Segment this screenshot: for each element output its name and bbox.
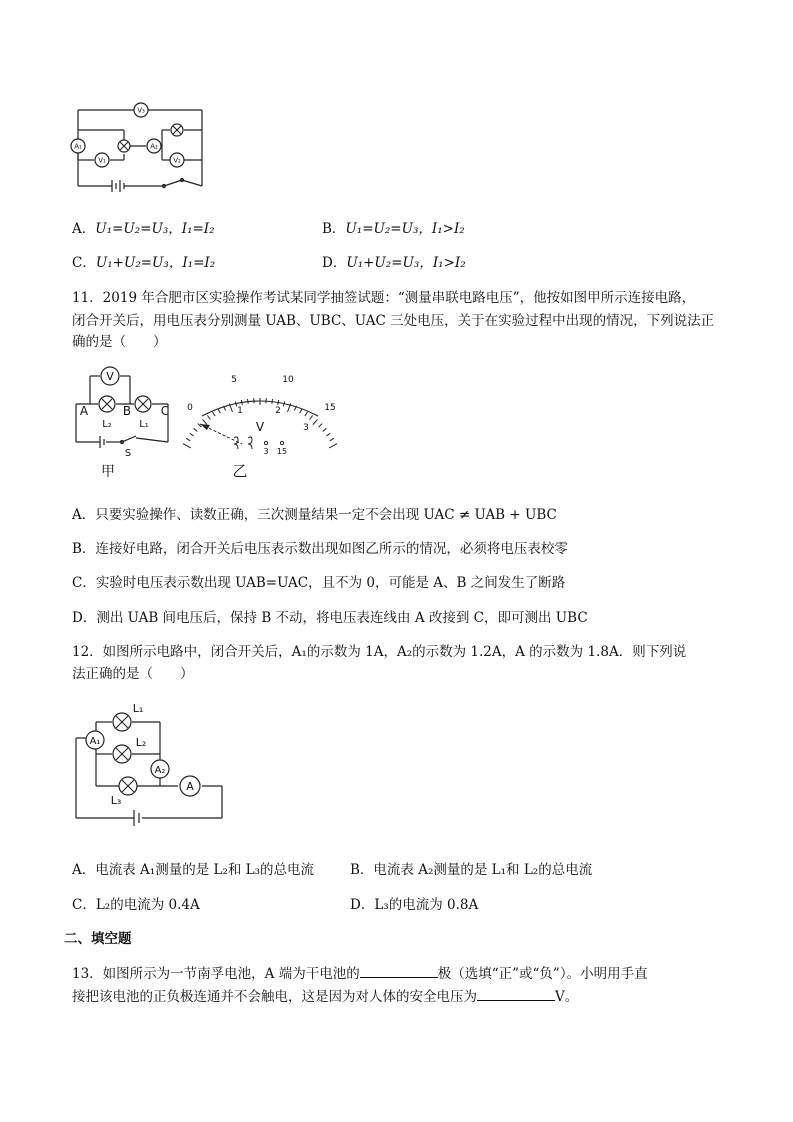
q10-option-d[interactable]: D．U₁+U₂=U₃，I₁>I₂ <box>322 255 466 271</box>
q12-label-l3: L₃ <box>110 794 122 807</box>
q11-option-b[interactable]: B．连接好电路，闭合开关后电压表示数出现如图乙所示的情况，必须将电压表校零 <box>72 541 568 557</box>
dial-tick <box>305 412 308 416</box>
q10-label-v1: V₁ <box>98 156 106 165</box>
q12-option-d[interactable]: D．L₃的电流为 0.8A <box>350 897 479 913</box>
q11-jia-caption: 甲 <box>101 464 115 480</box>
q11-option-a[interactable]: A．只要实验操作、读数正确，三次测量结果一定不会出现 UAC ≠ UAB + UBC <box>72 507 557 523</box>
q11-jia-point-a: A <box>79 404 89 418</box>
q10-option-b[interactable]: B．U₁=U₂=U₃，I₁>I₂ <box>322 221 465 237</box>
q11-yi-inner-1: 1 <box>237 406 243 416</box>
dial-tick <box>213 412 216 416</box>
q13-blank-1[interactable] <box>360 965 438 978</box>
dial-tick <box>190 433 194 436</box>
dial-tick <box>313 419 318 424</box>
q11-yi-terminal-15: 15 <box>276 447 288 456</box>
q10-label-v3: V₃ <box>137 106 145 115</box>
q11-jia-lamp-l1: L₁ <box>139 419 149 430</box>
q11-yi-inner-3: 3 <box>303 423 309 433</box>
q12-label-a: A <box>186 780 194 793</box>
q12-stem-line1: 12．如图所示电路中，闭合开关后，A₁的示数为 1A，A₂的示数为 1.2A，A 的示数为 1.8A．则下列说 <box>72 644 687 660</box>
q12-option-b[interactable]: B．电流表 A₂测量的是 L₁和 L₂的总电流 <box>350 862 593 878</box>
q12-label-a1: A₁ <box>89 736 101 747</box>
q12-label-l1: L₁ <box>132 702 144 715</box>
dial-tick <box>330 438 334 441</box>
q11-yi-outer-10: 10 <box>282 375 294 385</box>
dial-tick <box>183 444 191 448</box>
dial-tick <box>310 416 313 420</box>
q10-label-a2: A₂ <box>150 142 158 151</box>
q12-stem-line2: 法正确的是（ ） <box>72 666 194 682</box>
q11-jia-point-b: B <box>122 404 132 418</box>
q12-circuit-figure <box>72 700 232 830</box>
q11-figure-jia <box>70 364 180 479</box>
dial-tick <box>319 424 323 428</box>
q11-jia-point-c: C <box>160 404 170 418</box>
dial-tick <box>186 438 190 441</box>
q11-yi-caption: 乙 <box>232 462 248 480</box>
q11-yi-unit: V <box>255 420 265 434</box>
q10-option-a[interactable]: A．U₁=U₂=U₃，I₁=I₂ <box>72 221 215 237</box>
q13-blank-2[interactable] <box>477 988 555 1001</box>
dial-tick <box>326 433 330 436</box>
q11-yi-outer-0: 0 <box>187 403 193 413</box>
q11-stem-line1: 11．2019 年合肥市区实验操作考试某同学抽签试题：“测量串联电路电压”，他按如图甲所示连接电路， <box>72 290 696 306</box>
q11-stem-line2: 闭合开关后，用电压表分别测量 UAB、UBC、UAC 三处电压，关于在实验过程中出现的情况，下列说法正 <box>72 313 715 329</box>
q11-yi-terminal-3: 3 <box>263 447 269 456</box>
q11-yi-outer-5: 5 <box>231 375 237 385</box>
dial-tick <box>203 419 208 424</box>
q13-line1: 13．如图所示为一节南孚电池，A 端为干电池的 极（选填“正”或“负”）。小明用手直 <box>72 966 648 982</box>
q10-circuit-figure <box>72 100 212 190</box>
dial-tick <box>207 416 210 420</box>
q10-label-a1: A₁ <box>74 142 82 151</box>
q10-label-v2: V₂ <box>173 156 181 165</box>
dial-tick <box>323 428 327 431</box>
dial-tick <box>300 409 302 413</box>
q11-yi-outer-15: 15 <box>324 403 336 413</box>
dial-tick <box>218 409 220 413</box>
q11-jia-switch: S <box>124 448 132 459</box>
q13-line2: 接把该电池的正负极连通并不会触电，这是因为对人体的安全电压为 V。 <box>72 989 579 1005</box>
q12-label-a2: A₂ <box>154 765 166 776</box>
q12-label-l2: L₂ <box>135 736 147 749</box>
q12-option-c[interactable]: C．L₂的电流为 0.4A <box>72 897 200 913</box>
q11-yi-inner-2: 2 <box>275 406 281 416</box>
dial-tick <box>329 444 337 448</box>
section-heading-fill-in: 二、填空题 <box>64 931 132 947</box>
q11-jia-meter: V <box>106 370 114 383</box>
q11-figure-yi <box>180 366 350 481</box>
q11-option-d[interactable]: D．测出 UAB 间电压后，保持 B 不动，将电压表连线由 A 改接到 C，即可测出 UBC <box>72 610 588 626</box>
q11-stem-line3: 确的是（ ） <box>72 334 167 350</box>
q11-jia-lamp-l2: L₂ <box>102 419 112 430</box>
q11-option-c[interactable]: C．实验时电压表示数出现 UAB=UAC，且不为 0，可能是 A、B 之间发生了断路 <box>72 575 566 591</box>
q12-option-a[interactable]: A．电流表 A₁测量的是 L₂和 L₃的总电流 <box>72 862 315 878</box>
dial-tick <box>194 428 198 431</box>
q10-option-c[interactable]: C．U₁+U₂=U₃，I₁=I₂ <box>72 255 216 271</box>
